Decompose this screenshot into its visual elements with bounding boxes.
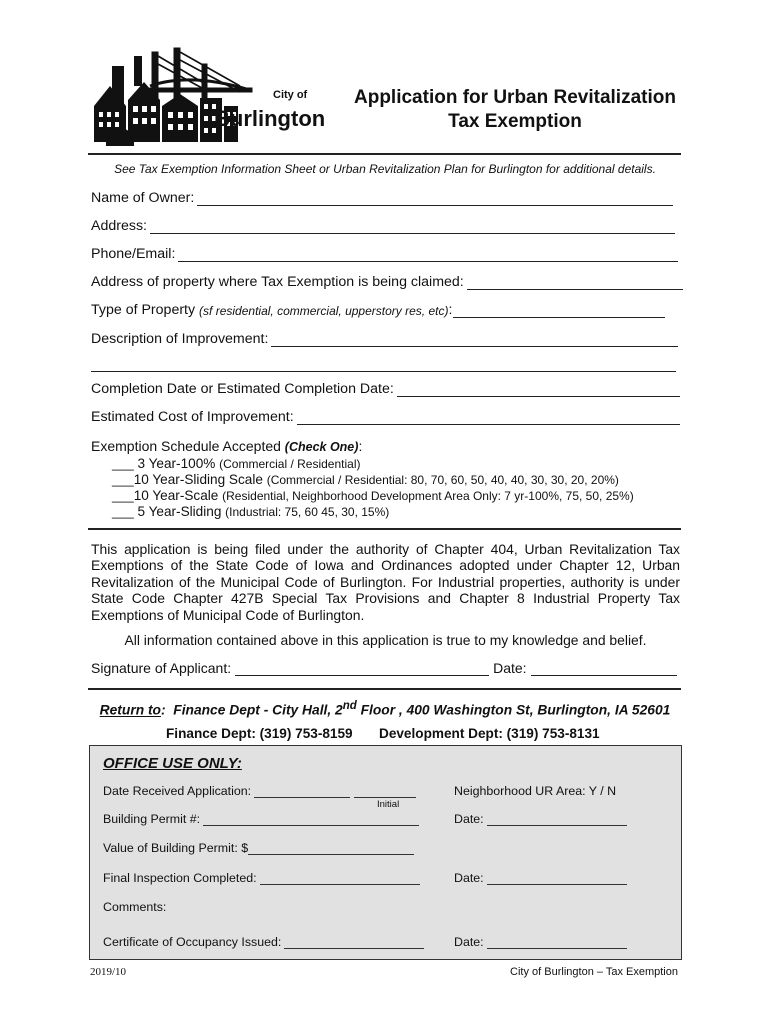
authority-paragraph: This application is being filed under the authority of Chapter 404, Urban Revitalization Tax Exemptions of the State Code of Iowa and Ordinances adopted under Chapter 12, Urban Revitalization of the Municipal Code of Burlington. For Industrial properties, authority is under State Code Chapter 427B Special Tax Provisions and Chapter 8 Industrial Property Tax Exemptions of Municipal Code of Burlington. [91,541,680,623]
description-field[interactable] [91,331,678,347]
initial-line[interactable] [354,786,416,798]
checkbox-blank[interactable]: ___ [112,504,134,519]
option-label: 5 Year-Sliding [137,504,222,519]
development-dept-phone: Development Dept: (319) 753-8131 [379,726,600,741]
certificate-field[interactable] [103,935,424,949]
footer-title: City of Burlington – Tax Exemption [510,966,678,978]
comments-field[interactable] [103,900,166,914]
owner-label: Name of Owner: [91,190,195,206]
schedule-heading-colon: : [358,438,363,454]
option-detail: (Commercial / Residential: 80, 70, 60, 50, 40, 40, 30, 30, 20, 20%) [266,473,619,487]
building-permit-line[interactable] [203,814,419,826]
page-title [330,86,700,134]
logo-city-of: City of [273,89,308,101]
title-line-1: Application for Urban Revitalization [354,87,676,108]
property-address-label: Address of property where Tax Exemption is being claimed: [91,274,464,290]
header-divider [88,153,681,155]
building-permit-field[interactable] [103,812,419,826]
address-label: Address: [91,218,147,234]
property-type-hint: (sf residential, commercial, upperstory res, etc) [199,304,449,318]
certification-statement: All information contained above in this application is true to my knowledge and belief. [124,632,647,648]
completion-date-line[interactable] [397,383,680,397]
permit-date-label: Date: [454,812,484,826]
return-address-sup: nd [342,700,357,712]
phone-email-field[interactable] [91,246,678,262]
final-inspection-line[interactable] [260,873,420,885]
return-address-rest: Floor , 400 Washington St, Burlington, IA 52601 [356,702,671,718]
inspection-date-line[interactable] [487,873,627,885]
certificate-date-line[interactable] [487,937,627,949]
schedule-option-10yr-sliding[interactable] [112,472,619,487]
date-received-line[interactable] [254,786,350,798]
phone-email-label: Phone/Email: [91,246,176,262]
signature-divider [88,688,681,690]
info-note: See Tax Exemption Information Sheet or Urban Revitalization Plan for Burlington for additional details. [114,162,656,176]
option-detail: (Residential, Neighborhood Development Area Only: 7 yr-100%, 75, 50, 25%) [222,489,634,503]
certificate-date-field[interactable] [454,935,627,949]
office-use-box [89,745,682,960]
initial-caption: Initial [377,799,400,810]
option-label: 10 Year-Sliding Scale [133,472,263,487]
description-line-2[interactable] [91,371,676,372]
value-permit-field[interactable] [103,841,414,855]
description-label: Description of Improvement: [91,331,269,347]
property-type-label: Type of Property [91,302,196,318]
property-type-line[interactable] [453,304,665,318]
final-inspection-label: Final Inspection Completed: [103,871,257,885]
certificate-line[interactable] [284,937,424,949]
logo-burlington: Burlington [214,106,326,131]
address-line[interactable] [150,220,675,234]
inspection-date-field[interactable] [454,871,627,885]
signature-label: Signature of Applicant: [91,660,232,676]
schedule-option-10yr-scale[interactable] [112,488,634,503]
property-address-line[interactable] [467,276,683,290]
finance-dept-phone: Finance Dept: (319) 753-8159 [166,726,353,741]
return-to-colon: : [160,702,166,718]
schedule-heading-text: Exemption Schedule Accepted [91,438,281,454]
permit-date-line[interactable] [487,814,627,826]
city-logo [90,46,350,150]
checkbox-blank[interactable]: ___ [112,488,134,503]
comments-label: Comments: [103,900,167,914]
signature-date-line[interactable] [531,662,677,676]
building-permit-label: Building Permit #: [103,812,201,826]
city-skyline-bridge-icon [90,46,350,150]
permit-date-field[interactable] [454,812,627,826]
option-label: 10 Year-Scale [133,488,219,503]
property-address-field[interactable] [91,274,683,290]
description-line[interactable] [271,333,678,347]
certificate-label: Certificate of Occupancy Issued: [103,935,282,949]
return-to-address [88,700,682,718]
property-type-field[interactable] [91,302,665,318]
checkbox-blank[interactable]: ___ [112,472,134,487]
option-detail: (Commercial / Residential) [219,457,361,471]
schedule-option-5yr[interactable] [112,504,389,519]
owner-line[interactable] [197,192,673,206]
office-use-title: OFFICE USE ONLY: [103,755,242,772]
return-to-label: Return to [99,702,161,718]
neighborhood-label: Neighborhood UR Area: Y / N [454,784,617,798]
check-one-hint: (Check One) [284,440,359,454]
value-permit-label: Value of Building Permit: $ [103,841,249,855]
schedule-option-3yr[interactable] [112,456,361,471]
certificate-date-label: Date: [454,935,484,949]
signature-date-label: Date: [493,660,527,676]
date-received-field[interactable] [103,784,416,798]
option-label: 3 Year-100% [137,456,216,471]
address-field[interactable] [91,218,675,234]
date-received-label: Date Received Application: [103,784,252,798]
option-detail: (Industrial: 75, 60 45, 30, 15%) [225,505,390,519]
final-inspection-field[interactable] [103,871,420,885]
estimated-cost-label: Estimated Cost of Improvement: [91,409,294,425]
return-address-text: Finance Dept - City Hall, 2 [173,702,343,718]
schedule-heading [91,438,362,454]
title-line-2: Tax Exemption [448,111,582,132]
owner-field[interactable] [91,190,673,206]
completion-date-label: Completion Date or Estimated Completion Date: [91,381,394,397]
estimated-cost-line[interactable] [297,411,680,425]
property-type-colon: : [448,302,453,318]
value-permit-line[interactable] [248,843,414,855]
neighborhood-ur-area[interactable] [454,784,616,798]
schedule-divider [88,528,681,530]
signature-row [91,660,677,676]
inspection-date-label: Date: [454,871,484,885]
estimated-cost-field[interactable] [91,409,680,425]
checkbox-blank[interactable]: ___ [112,456,134,471]
completion-date-field[interactable] [91,381,680,397]
phone-email-line[interactable] [178,248,678,262]
footer-version: 2019/10 [90,966,127,978]
signature-line[interactable] [235,662,489,676]
